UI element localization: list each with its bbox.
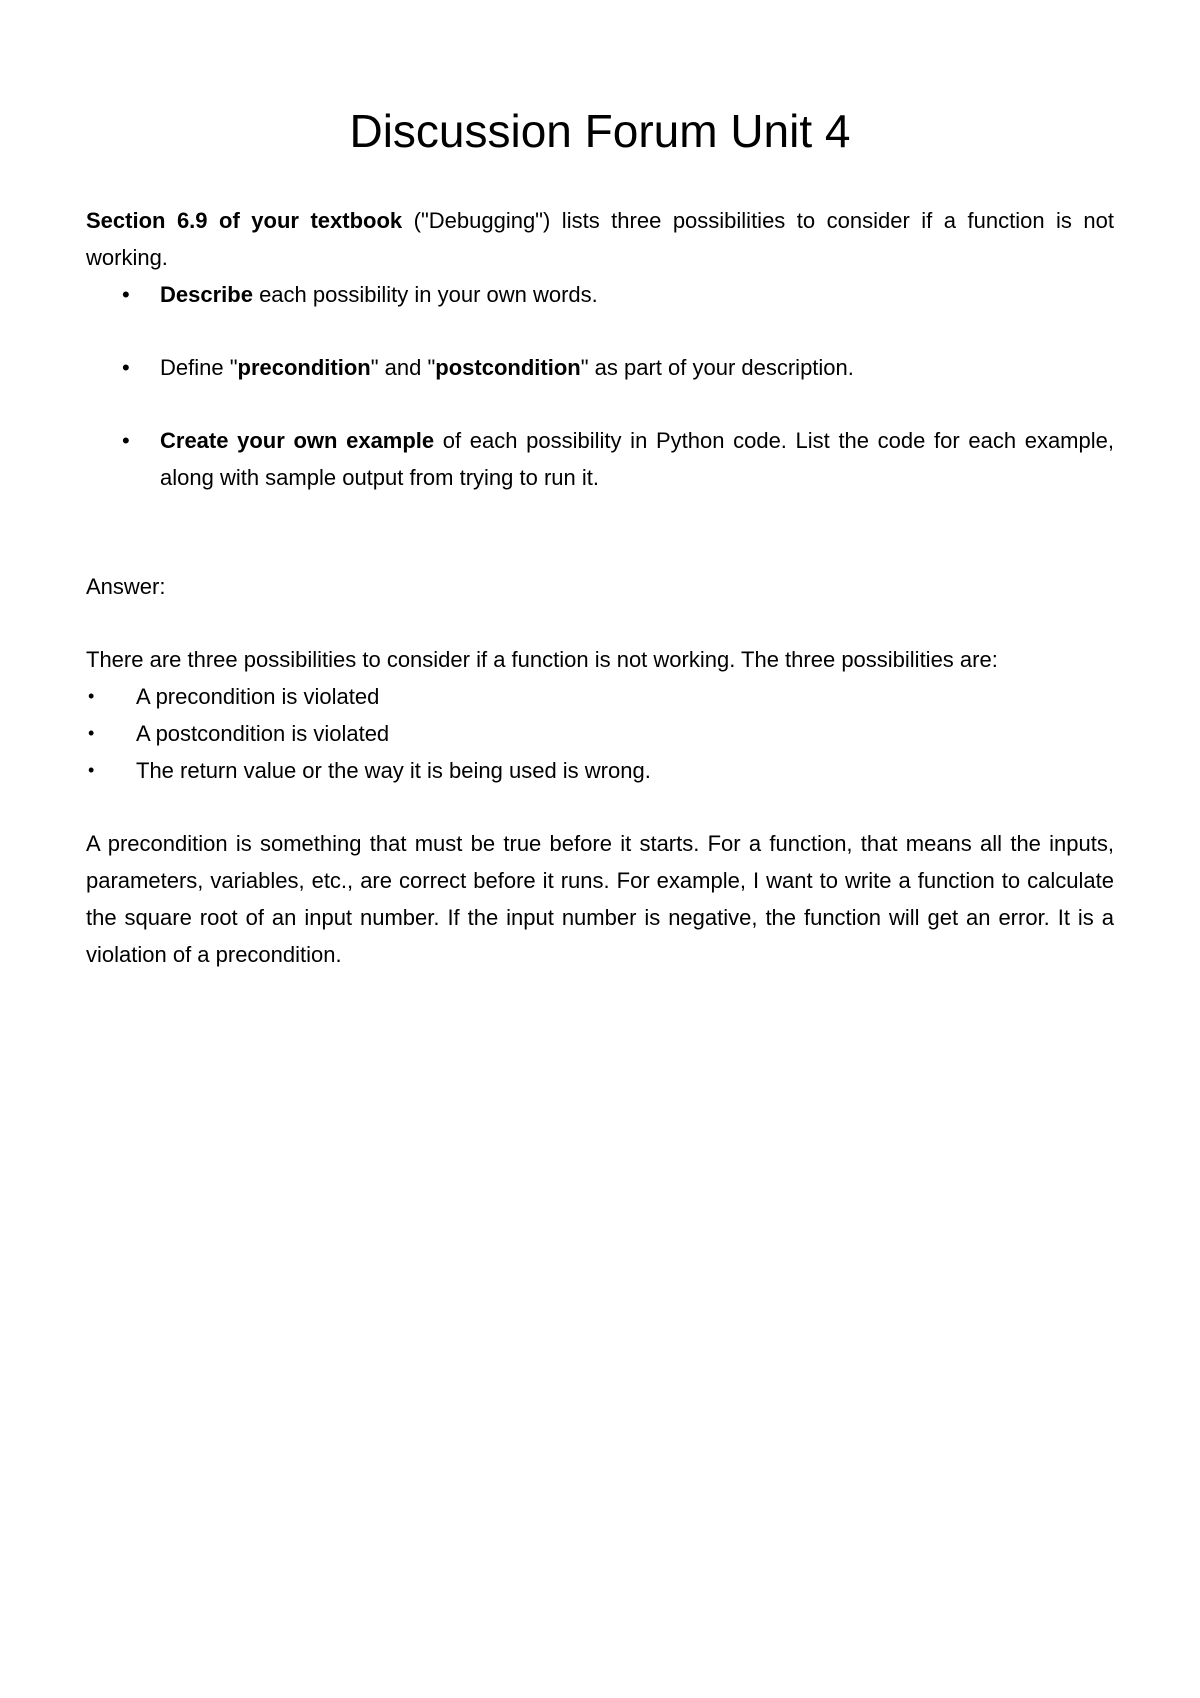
intro-bold-lead: Section 6.9 of your textbook: [86, 208, 403, 233]
task-text: Define ": [160, 355, 238, 380]
bullet-icon: •: [88, 760, 95, 780]
possibility-text: A postcondition is violated: [136, 721, 390, 746]
possibility-text: The return value or the way it is being used is wrong.: [136, 758, 651, 783]
answer-lead-paragraph: There are three possibilities to consider if a function is not working. The three possibilities are:: [86, 647, 998, 672]
task-text-bold: postcondition: [435, 355, 581, 380]
task-text-bold: Create your own example: [160, 428, 435, 453]
task-text-bold: Describe: [160, 282, 253, 307]
task-text: " and ": [370, 355, 436, 380]
bullet-icon: •: [88, 723, 95, 743]
task-list: [86, 276, 1114, 496]
task-text: each possibility in your own words.: [252, 282, 598, 307]
task-text: of each possibility in Python code. List the code for each example, along with sample output from trying to run it.: [160, 428, 1114, 490]
bullet-icon: •: [88, 686, 95, 706]
task-text-bold: precondition: [237, 355, 371, 380]
task-item: [86, 276, 1114, 313]
bullet-icon: •: [122, 282, 130, 307]
page-title: Discussion Forum Unit 4: [349, 105, 851, 157]
bullet-icon: •: [122, 355, 130, 380]
task-item: [86, 422, 1114, 496]
possibility-text: A precondition is violated: [136, 684, 380, 709]
precondition-paragraph: A precondition is something that must be true before it starts. For a function, that means all the inputs, parameters, variables, etc., are correct before it runs. For example, I want to write a function to calculate the square root of an input number. If the input number is negative, the function will get an error. It is a violation of a precondition.: [86, 831, 1114, 967]
possibility-item: [86, 752, 1114, 789]
document-body: [86, 202, 1114, 973]
task-item: [86, 349, 1114, 386]
bullet-icon: •: [122, 428, 130, 453]
possibilities-list: [86, 678, 1114, 789]
task-text: " as part of your description.: [580, 355, 854, 380]
intro-paragraph: [86, 202, 1114, 276]
possibility-item: [86, 678, 1114, 715]
possibility-item: [86, 715, 1114, 752]
answer-label: Answer:: [86, 574, 166, 599]
intro-rest: ("Debugging") lists three possibilities to consider if a function is not working.: [86, 208, 1115, 270]
